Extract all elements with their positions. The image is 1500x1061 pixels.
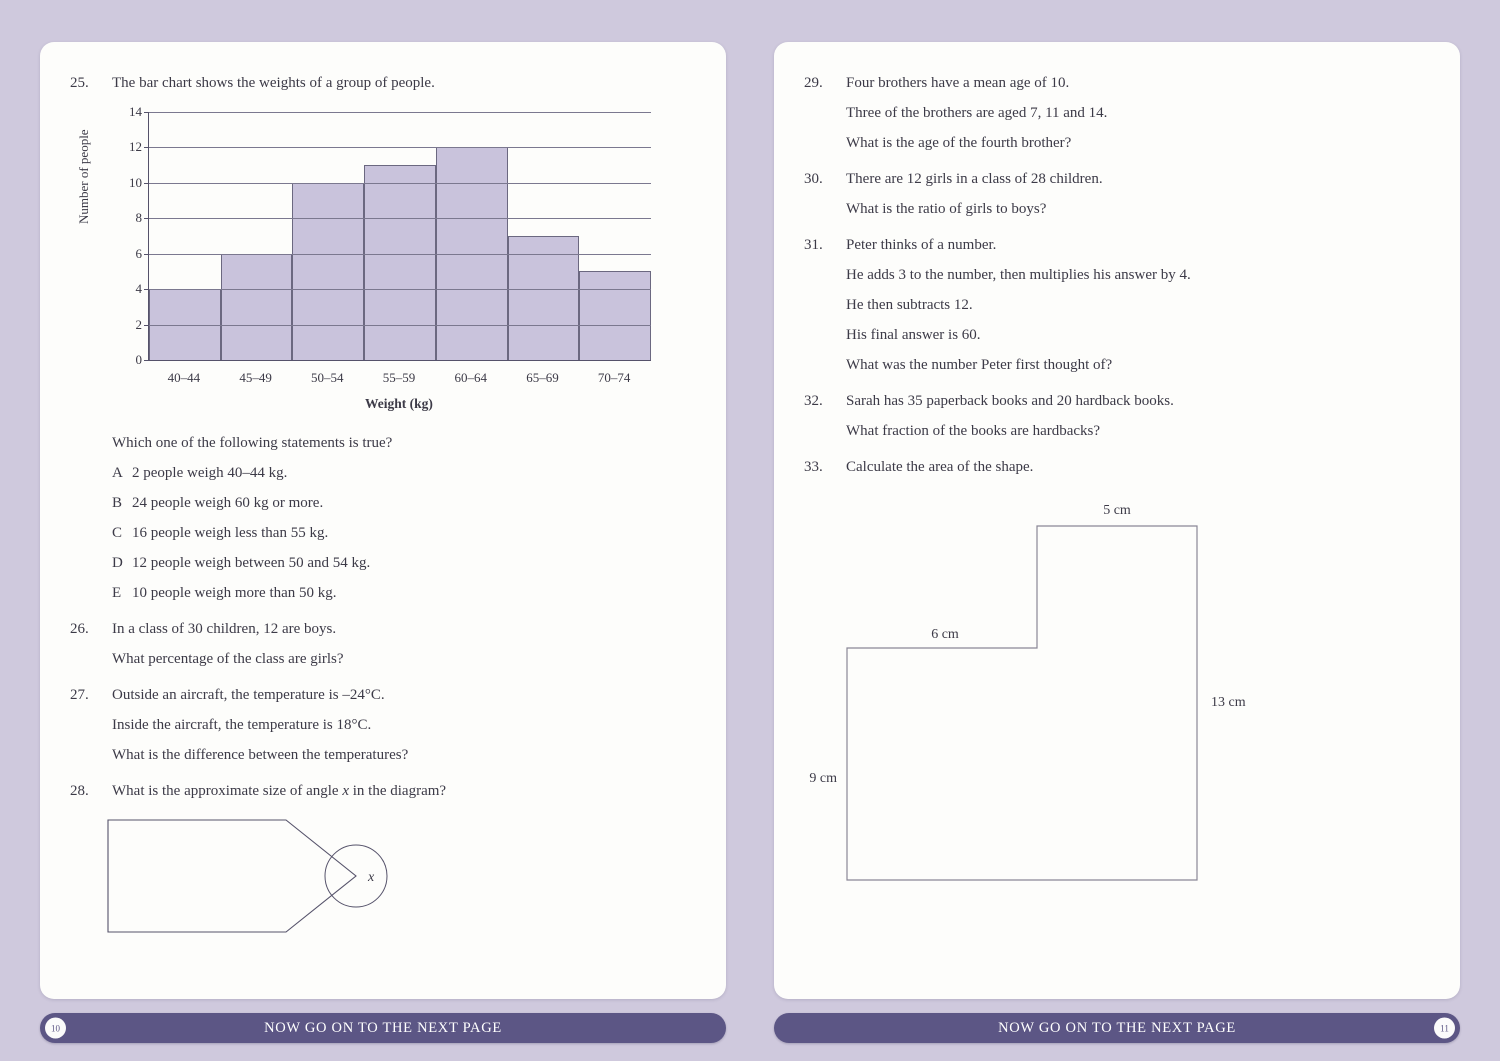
question-body <box>846 164 1430 224</box>
chart-y-tick: 6 <box>135 245 142 261</box>
question-text-pre: What is the approximate size of angle <box>112 783 343 799</box>
chart-bars <box>149 112 651 360</box>
question-28 <box>70 776 696 806</box>
question-text: Outside an aircraft, the temperature is –24°C. <box>112 687 385 703</box>
question-33 <box>804 452 1430 482</box>
shape-label-right: 13 cm <box>1211 695 1246 710</box>
question-25-options-block <box>70 428 696 608</box>
shape-label-left: 9 cm <box>809 771 837 786</box>
right-page-sheet <box>774 42 1460 999</box>
chart-y-tick: 14 <box>129 104 142 119</box>
angle-diagram <box>104 816 696 941</box>
question-body <box>846 230 1430 380</box>
question-text: Calculate the area of the shape. <box>846 459 1034 475</box>
spacer <box>70 428 112 608</box>
question-text: What is the ratio of girls to boys? <box>846 201 1047 217</box>
question-text: What percentage of the class are girls? <box>112 651 344 667</box>
chart-x-tick: 45–49 <box>239 370 272 385</box>
question-body <box>112 776 696 806</box>
chart-y-tick: 2 <box>135 316 142 332</box>
right-page-number: 11 <box>1434 1018 1455 1039</box>
question-text: He then subtracts 12. <box>846 297 973 313</box>
shape-label-step: 6 cm <box>931 627 959 642</box>
chart-y-tick: 0 <box>135 352 142 367</box>
option-text: 2 people weigh 40–44 kg. <box>132 465 288 481</box>
question-body <box>112 614 696 674</box>
chart-y-tick: 10 <box>129 174 142 190</box>
angle-label: x <box>368 870 375 885</box>
left-footer-bar <box>40 1013 726 1043</box>
question-31 <box>804 230 1430 380</box>
question-text: His final answer is 60. <box>846 327 981 343</box>
chart-y-tick: 12 <box>129 139 142 155</box>
bar-chart <box>70 104 696 414</box>
question-body <box>846 68 1430 158</box>
question-29 <box>804 68 1430 158</box>
chart-x-tick: 70–74 <box>597 370 631 385</box>
option-a <box>112 458 696 488</box>
question-number: 27. <box>70 687 89 703</box>
question-text: Peter thinks of a number. <box>846 237 997 253</box>
question-number: 26. <box>70 621 89 637</box>
chart-gridline <box>149 289 651 290</box>
question-number: 31. <box>804 237 823 253</box>
question-25 <box>70 68 696 98</box>
left-footer-text: NOW GO ON TO THE NEXT PAGE <box>264 1019 502 1036</box>
chart-y-axis-label: Number of people <box>76 129 91 224</box>
chart-plot-area <box>129 104 651 367</box>
question-text-post: in the diagram? <box>349 783 447 799</box>
chart-gridline <box>149 325 651 326</box>
step-polygon <box>847 526 1197 880</box>
chart-y-tick-mark <box>144 254 149 255</box>
chart-gridline <box>149 112 651 113</box>
option-text: 16 people weigh less than 55 kg. <box>132 525 329 541</box>
chart-x-tick: 60–64 <box>454 370 487 385</box>
chart-x-tick: 55–59 <box>382 370 416 385</box>
option-letter: E <box>112 585 122 601</box>
pentagon-shape <box>108 820 356 932</box>
chart-bar-55-59 <box>364 165 436 360</box>
question-text: Inside the aircraft, the temperature is 18°C. <box>112 717 372 733</box>
right-page-column <box>774 42 1460 1061</box>
question-body <box>846 386 1430 446</box>
option-c <box>112 518 696 548</box>
chart-bar-70-74 <box>579 271 651 360</box>
question-number: 33. <box>804 459 823 475</box>
option-letter: A <box>112 465 123 481</box>
left-page-column <box>40 42 726 1061</box>
option-text: 10 people weigh more than 50 kg. <box>132 585 337 601</box>
question-26 <box>70 614 696 674</box>
question-text: There are 12 girls in a class of 28 children. <box>846 171 1103 187</box>
chart-y-tick-mark <box>144 360 149 361</box>
chart-bar-45-49 <box>221 254 293 360</box>
question-text: What is the difference between the temperatures? <box>112 747 409 763</box>
chart-y-tick-mark <box>144 325 149 326</box>
chart-y-tick-mark <box>144 218 149 219</box>
angle-variable: x <box>342 783 350 799</box>
chart-y-tick-mark <box>144 289 149 290</box>
chart-y-tick-mark <box>144 147 149 148</box>
option-letter: B <box>112 495 123 511</box>
chart-gridline <box>149 254 651 255</box>
question-body <box>112 68 696 98</box>
question-text: Sarah has 35 paperback books and 20 hardback books. <box>846 393 1174 409</box>
chart-y-tick-mark <box>144 183 149 184</box>
angle-diagram-svg <box>104 816 394 936</box>
chart-x-axis-label: Weight (kg) <box>365 396 433 411</box>
option-letter: C <box>112 525 123 541</box>
chart-y-tick: 4 <box>135 281 142 297</box>
option-letter: D <box>112 555 123 571</box>
question-text: He adds 3 to the number, then multiplies his answer by 4. <box>846 267 1191 283</box>
chart-x-tick: 40–44 <box>167 370 201 385</box>
question-text: Four brothers have a mean age of 10. <box>846 75 1070 91</box>
area-shape-svg <box>809 488 1397 928</box>
chart-y-tick: 8 <box>135 210 142 226</box>
chart-gridline <box>149 147 651 148</box>
chart-y-tick-mark <box>144 112 149 113</box>
option-text: 24 people weigh 60 kg or more. <box>132 495 324 511</box>
question-text: The bar chart shows the weights of a group of people. <box>112 75 435 91</box>
left-page-sheet <box>40 42 726 999</box>
question-number: 29. <box>804 75 823 91</box>
chart-bar-50-54 <box>292 183 364 360</box>
chart-x-tick: 65–69 <box>526 370 559 385</box>
question-text: What fraction of the books are hardbacks? <box>846 423 1101 439</box>
question-number: 25. <box>70 75 89 91</box>
question-32 <box>804 386 1430 446</box>
question-sub-prompt: Which one of the following statements is true? <box>112 435 393 451</box>
option-d <box>112 548 696 578</box>
question-number: 32. <box>804 393 823 409</box>
area-shape-diagram <box>804 488 1430 928</box>
question-body <box>846 452 1430 482</box>
option-b <box>112 488 696 518</box>
question-text: Three of the brothers are aged 7, 11 and 14. <box>846 105 1108 121</box>
right-footer-text: NOW GO ON TO THE NEXT PAGE <box>998 1019 1236 1036</box>
question-text: What is the age of the fourth brother? <box>846 135 1072 151</box>
question-text: What was the number Peter first thought of? <box>846 357 1113 373</box>
question-body <box>112 680 696 770</box>
question-text: In a class of 30 children, 12 are boys. <box>112 621 337 637</box>
question-text <box>112 776 696 806</box>
chart-x-tick-labels <box>148 370 650 386</box>
chart-gridline <box>149 218 651 219</box>
shape-label-top: 5 cm <box>1103 503 1131 518</box>
option-text: 12 people weigh between 50 and 54 kg. <box>132 555 371 571</box>
question-25-options <box>112 428 696 608</box>
chart-gridline <box>149 183 651 184</box>
question-30 <box>804 164 1430 224</box>
left-page-number: 10 <box>45 1018 66 1039</box>
option-e <box>112 578 696 608</box>
right-footer-bar <box>774 1013 1460 1043</box>
question-27 <box>70 680 696 770</box>
question-number: 28. <box>70 783 89 799</box>
question-number: 30. <box>804 171 823 187</box>
chart-x-tick: 50–54 <box>311 370 344 385</box>
